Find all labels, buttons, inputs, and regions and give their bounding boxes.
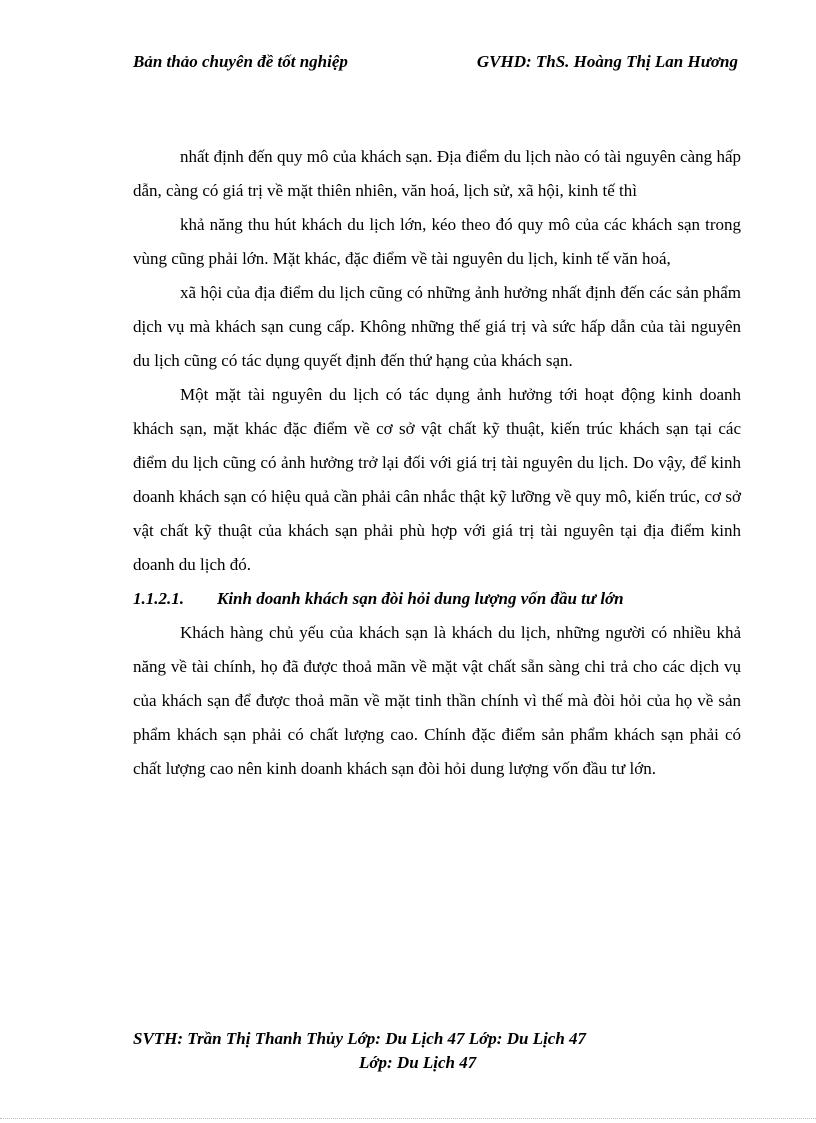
section-title: Kinh doanh khách sạn đòi hỏi dung lượng vốn đầu tư lớn (217, 589, 624, 608)
paragraph-5: Khách hàng chủ yếu của khách sạn là khách du lịch, những người có nhiều khả năng về tài chính, họ đã được thoả mãn về mặt vật chất sẵn sàng chi trả cho các dịch vụ của khách sạn để được thoả mãn về mặt tinh thần chính vì thế mà đòi hỏi của họ về sản phẩm khách sạn phải có chất lượng cao. Chính đặc điểm sản phẩm khách sạn phải có chất lượng cao nên kinh doanh khách sạn đòi hỏi dung lượng vốn đầu tư lớn. (133, 623, 741, 778)
footer-class-info: Lớp: Du Lịch 47 (359, 1053, 477, 1072)
paragraph-4: Một mặt tài nguyên du lịch có tác dụng ảnh hưởng tới hoạt động kinh doanh khách sạn, mặt khác đặc điểm về cơ sở vật chất kỹ thuật, kiến trúc khách sạn tại các điểm du lịch cũng có ảnh hưởng trở lại đối với giá trị tài nguyên du lịch. Do vậy, để kinh doanh khách sạn có hiệu quả cần phải cân nhắc thật kỹ lưỡng về quy mô, kiến trúc, cơ sở vật chất kỹ thuật của khách sạn phải phù hợp với giá trị tài nguyên tại địa điểm kinh doanh du lịch đó. (133, 385, 741, 574)
paragraph-2: khả năng thu hút khách du lịch lớn, kéo theo đó quy mô của các khách sạn trong vùng cũng phải lớn. Mặt khác, đặc điểm về tài nguyên du lịch, kinh tế văn hoá, (133, 215, 741, 268)
page-footer (133, 1027, 693, 1075)
paragraph-3: xã hội của địa điểm du lịch cũng có những ảnh hưởng nhất định đến các sản phẩm dịch vụ mà khách sạn cung cấp. Không những thế giá trị và sức hấp dẫn của tài nguyên du lịch cũng có tác dụng quyết định đến thứ hạng của khách sạn. (133, 283, 741, 370)
paragraph-1: nhất định đến quy mô của khách sạn. Địa điểm du lịch nào có tài nguyên càng hấp dẫn, càng có giá trị về mặt thiên nhiên, văn hoá, lịch sử, xã hội, kinh tế thì (133, 147, 741, 200)
footer-student-info: SVTH: Trần Thị Thanh Thủy Lớp: Du Lịch 47 Lớp: Du Lịch 47 (133, 1029, 587, 1048)
page-header (133, 52, 738, 78)
body-text (133, 140, 741, 786)
section-number: 1.1.2.1. (133, 589, 184, 608)
section-heading (133, 582, 741, 616)
header-document-title: Bản thảo chuyên đề tốt nghiệp (133, 52, 348, 71)
page-bottom-divider (0, 1118, 816, 1119)
header-advisor: GVHD: ThS. Hoàng Thị Lan Hương (476, 52, 738, 71)
